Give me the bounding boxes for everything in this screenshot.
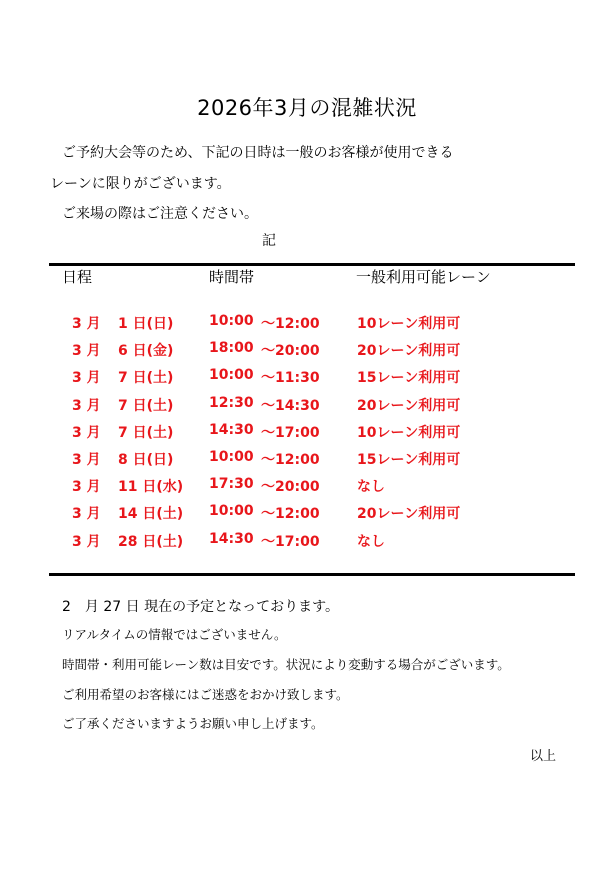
page-title: 2026年3月の混雑状況 [197, 96, 417, 120]
row-day: 11 日(水) [118, 479, 184, 496]
table-row [0, 476, 614, 502]
row-end-time: ～12:00 [261, 506, 320, 523]
row-end-time: ～12:00 [261, 316, 320, 332]
row-lanes: 10レーン利用可 [357, 424, 461, 441]
row-end-time: ～20:00 [261, 343, 320, 360]
row-day: 8 日(日) [118, 452, 174, 468]
row-end-time: ～20:00 [261, 479, 320, 496]
table-row [0, 367, 614, 393]
note-realtime: リアルタイムの情報ではございません。 [62, 627, 287, 642]
row-day: 7 日(土) [118, 370, 174, 387]
row-start-time: 10:00 [209, 449, 254, 465]
row-start-time: 14:30 [209, 421, 254, 438]
row-lanes: 15レーン利用可 [357, 452, 461, 468]
table-row [0, 449, 614, 475]
row-day: 7 日(土) [118, 397, 174, 414]
row-start-time: 10:00 [209, 367, 254, 384]
row-end-time: ～17:00 [261, 424, 320, 441]
intro-line-1: ご予約大会等のため、下記の日時は一般のお客様が使用できる [62, 145, 454, 161]
row-lanes: なし [357, 479, 385, 496]
table-row [0, 531, 614, 557]
row-lanes: なし [357, 533, 385, 550]
row-day: 6 日(金) [118, 343, 174, 360]
note-guideline: 時間帯・利用可能レーン数は目安です。状況により変動する場合がございます。 [62, 657, 510, 672]
row-end-time: ～14:30 [261, 397, 320, 414]
row-lanes: 20レーン利用可 [357, 397, 461, 414]
header-schedule: 日程 [62, 268, 93, 286]
row-lanes: 10レーン利用可 [357, 316, 461, 332]
table-row [0, 340, 614, 366]
note-date: 2 月 27 日 現在の予定となっております。 [62, 599, 339, 615]
intro-line-3: ご来場の際はご注意ください。 [62, 206, 258, 222]
row-month: 3 月 [72, 479, 101, 496]
intro-line-2: レーンに限りがございます。 [50, 176, 231, 192]
row-month: 3 月 [72, 452, 101, 468]
table-row [0, 313, 614, 339]
note-request: ご了承くださいますようお願い申し上げます。 [62, 716, 324, 731]
row-day: 14 日(土) [118, 506, 184, 523]
row-month: 3 月 [72, 506, 101, 523]
row-day: 1 日(日) [118, 316, 174, 332]
row-month: 3 月 [72, 316, 101, 332]
row-lanes: 15レーン利用可 [357, 370, 461, 387]
table-top-rule [49, 263, 575, 266]
header-time: 時間帯 [209, 268, 255, 286]
table-bottom-rule [49, 573, 575, 576]
row-start-time: 10:00 [209, 313, 254, 329]
row-month: 3 月 [72, 533, 101, 550]
closing-text: 以上 [530, 749, 557, 764]
note-apology: ご利用希望のお客様にはご迷惑をおかけ致します。 [62, 687, 349, 702]
row-month: 3 月 [72, 424, 101, 441]
row-day: 28 日(土) [118, 533, 184, 550]
row-lanes: 20レーン利用可 [357, 506, 461, 523]
row-start-time: 18:00 [209, 340, 254, 357]
row-month: 3 月 [72, 397, 101, 414]
row-month: 3 月 [72, 370, 101, 387]
row-end-time: ～11:30 [261, 370, 320, 387]
row-day: 7 日(土) [118, 424, 174, 441]
ki-heading: 記 [262, 233, 276, 249]
table-row [0, 503, 614, 529]
row-lanes: 20レーン利用可 [357, 343, 461, 360]
table-row [0, 422, 614, 448]
table-row [0, 395, 614, 421]
row-end-time: ～17:00 [261, 533, 320, 550]
row-start-time: 12:30 [209, 394, 254, 411]
row-start-time: 10:00 [209, 503, 254, 520]
row-start-time: 17:30 [209, 476, 254, 493]
row-month: 3 月 [72, 343, 101, 360]
header-lanes: 一般利用可能レーン [356, 268, 491, 286]
row-start-time: 14:30 [209, 530, 254, 547]
row-end-time: ～12:00 [261, 452, 320, 468]
